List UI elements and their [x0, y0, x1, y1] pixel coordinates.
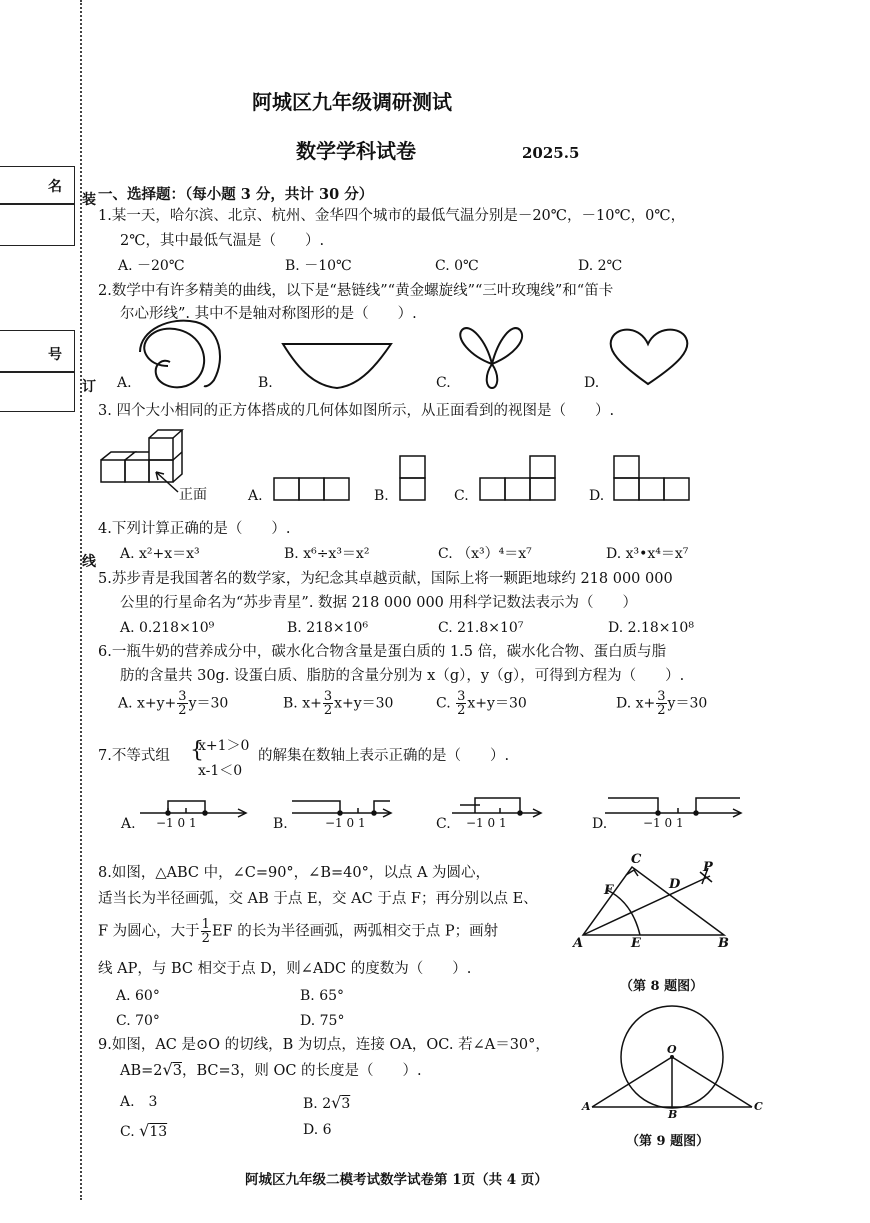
- q7-option-c: C.: [436, 816, 451, 832]
- brace: {: [190, 738, 204, 763]
- q3-option-a: A.: [248, 488, 263, 504]
- q7-option-d: D.: [592, 816, 608, 832]
- q2-stem-1: 2.数学中有许多精美的曲线，以下是“悬链线”“黄金螺旋线”“三叶玫瑰线”和“笛卡: [98, 283, 614, 299]
- point-p: P: [703, 860, 713, 875]
- point-e: E: [631, 936, 641, 951]
- point-c: C: [754, 1100, 763, 1113]
- q1-option-d: D. 2℃: [578, 258, 623, 274]
- number-label: 号: [48, 347, 62, 363]
- q4-option-a: A. x²+x＝x³: [120, 546, 200, 562]
- denominator: 2: [457, 703, 466, 718]
- numerator: 3: [323, 689, 333, 704]
- q5-option-b: B. 218×10⁶: [287, 620, 369, 636]
- point-d: D: [669, 877, 681, 892]
- q8-stem-1: 8.如图，△ABC 中，∠C=90°，∠B=40°，以点 A 为圆心，: [98, 865, 491, 881]
- q4-option-d: D. x³•x⁴＝x⁷: [606, 546, 689, 562]
- q5-option-a: A. 0.218×10⁹: [120, 620, 215, 636]
- q1-stem-2: 2℃，其中最低气温是（ ）.: [120, 233, 325, 249]
- numerator: 3: [657, 689, 666, 704]
- sqrt-sign: √: [162, 1060, 173, 1079]
- q2-option-c: C.: [436, 375, 451, 391]
- q7-ticks-c: −1 0 1: [466, 816, 507, 830]
- q7-stem-post: 的解集在数轴上表示正确的是（ ）.: [258, 748, 510, 764]
- point-b: B: [668, 1108, 678, 1121]
- q7-option-a: A.: [121, 816, 136, 832]
- q4-option-c: C. （x³）⁴＝x⁷: [438, 546, 532, 562]
- q8-option-c: C. 70°: [116, 1013, 160, 1029]
- q7-stem-pre: 7.不等式组: [98, 748, 170, 764]
- q5-option-c: C. 21.8×10⁷: [438, 620, 524, 636]
- point-b: B: [718, 936, 729, 951]
- segment-oc: [672, 1057, 752, 1107]
- radicand: 13: [149, 1124, 168, 1140]
- q5-option-d: D. 2.18×10⁸: [608, 620, 694, 636]
- sqrt-sign: √: [139, 1121, 150, 1140]
- q3-option-c: C.: [454, 488, 469, 504]
- q9-stem-2-post: ，BC=3，则 OC 的长度是（ ）.: [181, 1063, 422, 1079]
- binding-zhuang: 装: [82, 192, 96, 208]
- q9-caption: （第 9 题图）: [626, 1134, 710, 1149]
- q8-option-a: A. 60°: [116, 988, 160, 1004]
- q2-option-a: A.: [117, 375, 132, 391]
- q6-stem-1: 6.一瓶牛奶的营养成分中，碳水化合物含量是蛋白质的 1.5 倍，碳水化合物、蛋白质与脂: [98, 644, 667, 660]
- q6-a-post: y＝30: [188, 695, 229, 712]
- name-label: 名: [48, 179, 62, 195]
- q2-stem-2: 尔心形线”. 其中不是轴对称图形的是（ ）.: [120, 306, 417, 322]
- q9-stem-2-pre: AB=2: [120, 1063, 163, 1079]
- exam-date: 2025.5: [522, 144, 580, 162]
- q1-option-b: B. －10℃: [285, 258, 352, 274]
- q3-option-d: D.: [589, 488, 605, 504]
- q6-a-pre: A. x+y+: [118, 695, 177, 712]
- point-o: O: [667, 1043, 677, 1056]
- q8-stem-3-pre: F 为圆心，大于: [98, 923, 200, 940]
- page-subtitle: 数学学科试卷: [296, 139, 416, 163]
- q3-option-b: B.: [374, 488, 389, 504]
- q7-ticks-a: −1 0 1: [156, 816, 197, 830]
- denominator: 2: [323, 703, 333, 718]
- q6-d-post: y＝30: [667, 695, 708, 712]
- q4-stem: 4.下列计算正确的是（ ）.: [98, 521, 291, 537]
- segment-oa: [592, 1057, 672, 1107]
- radicand: 3: [341, 1096, 351, 1112]
- point-a: A: [582, 1100, 591, 1113]
- q6-c-pre: C.: [436, 695, 456, 712]
- q8-stem-2: 适当长为半径画弧，交 AB 于点 E，交 AC 于点 F；再分别以点 E、: [98, 891, 538, 907]
- q2-option-d: D.: [584, 375, 600, 391]
- q9-b-pre: B. 2: [303, 1096, 332, 1112]
- q6-b-post: x+y＝30: [334, 695, 394, 712]
- q6-c-post: x+y＝30: [467, 695, 527, 712]
- radicand: 3: [172, 1063, 182, 1079]
- q9-stem-1: 9.如图，AC 是⊙O 的切线，B 为切点，连接 OA，OC. 若∠A＝30°，: [98, 1037, 550, 1053]
- inequality-1: x+1＞0: [198, 738, 250, 754]
- q1-option-c: C. 0℃: [435, 258, 479, 274]
- binding-ding: 订: [82, 379, 96, 395]
- q9-c-pre: C.: [120, 1124, 140, 1140]
- q7-ticks-d: −1 0 1: [643, 816, 684, 830]
- q8-option-d: D. 75°: [300, 1013, 345, 1029]
- q5-stem-1: 5.苏步青是我国著名的数学家，为纪念其卓越贡献，国际上将一颗距地球约 218 000 000: [98, 571, 673, 587]
- denominator: 2: [657, 703, 666, 718]
- q8-stem-4: 线 AP，与 BC 相交于点 D，则∠ADC 的度数为（ ）.: [98, 961, 472, 977]
- q7-option-b: B.: [273, 816, 288, 832]
- binding-xian: 线: [82, 554, 96, 570]
- q8-stem-3-post: EF 的长为半径画弧，两弧相交于点 P；画射: [211, 923, 499, 940]
- q9-option-a: A. 3: [120, 1094, 158, 1110]
- q2-option-b: B.: [258, 375, 273, 391]
- q3-stem: 3. 四个大小相同的正方体搭成的几何体如图所示，从正面看到的视图是（ ）.: [98, 403, 615, 419]
- q6-b-pre: B. x+: [283, 695, 322, 712]
- q4-option-b: B. x⁶÷x³＝x²: [284, 546, 370, 562]
- q9-option-d: D. 6: [303, 1122, 332, 1138]
- numerator: 3: [178, 689, 187, 704]
- numerator: 3: [457, 689, 466, 704]
- point-a: A: [573, 936, 584, 951]
- q7-ticks-b: −1 0 1: [325, 816, 366, 830]
- numerator: 1: [201, 917, 210, 932]
- q6-stem-2: 肪的含量共 30g. 设蛋白质、脂肪的含量分别为 x（g），y（g），可得到方程为（ ）.: [120, 668, 685, 684]
- page-footer: 阿城区九年级二模考试数学试卷第 1页（共 4 页）: [245, 1172, 548, 1188]
- section-heading: 一、选择题：（每小题 3 分，共计 30 分）: [98, 186, 374, 203]
- q3-front-label: 正面: [179, 487, 207, 503]
- point-c: C: [631, 852, 642, 867]
- point-f: F: [604, 883, 614, 898]
- q8-option-b: B. 65°: [300, 988, 345, 1004]
- sqrt-sign: √: [331, 1093, 342, 1112]
- q5-stem-2: 公里的行星命名为“苏步青星”. 数据 218 000 000 用科学记数法表示为（ ）: [120, 595, 638, 611]
- page-title: 阿城区九年级调研测试: [252, 90, 452, 114]
- denominator: 2: [201, 931, 210, 946]
- q6-d-pre: D. x+: [616, 695, 656, 712]
- inequality-2: x-1＜0: [198, 763, 243, 779]
- q1-option-a: A. －20℃: [118, 258, 185, 274]
- denominator: 2: [178, 703, 187, 718]
- q8-caption: （第 8 题图）: [620, 979, 704, 994]
- q1-stem-1: 1.某一天，哈尔滨、北京、杭州、金华四个城市的最低气温分别是－20℃，－10℃，0℃，: [98, 208, 686, 224]
